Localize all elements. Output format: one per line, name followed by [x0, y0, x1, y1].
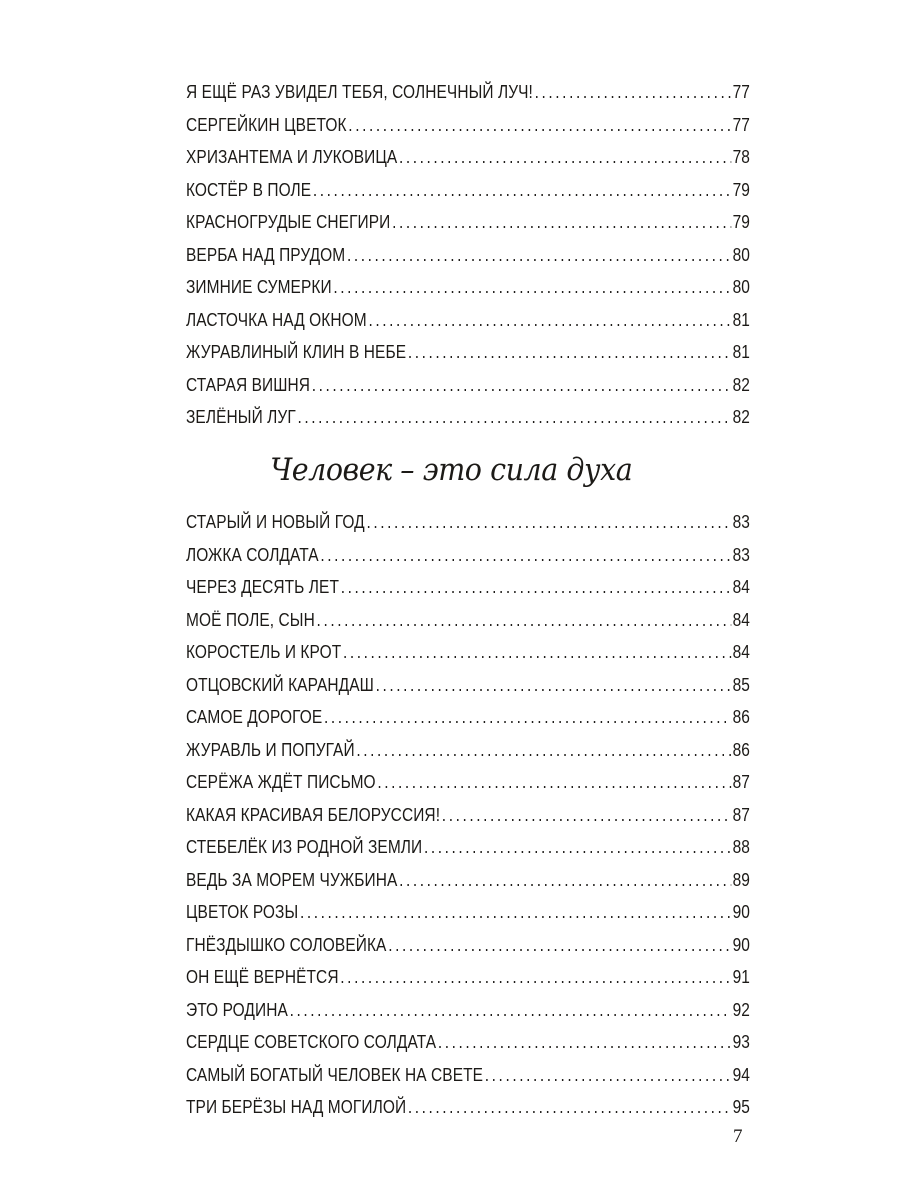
toc-entry — [186, 180, 750, 213]
toc-entry-page: 86 — [732, 739, 750, 760]
toc-entry-title: ЗЕЛЁНЫЙ ЛУГ — [186, 407, 296, 427]
toc-entry — [186, 245, 750, 278]
toc-entry-page: 84 — [732, 609, 750, 630]
toc-entry-title: ЦВЕТОК РОЗЫ — [186, 902, 299, 922]
toc-entry-page: 89 — [732, 869, 750, 890]
toc-entry-page: 78 — [732, 147, 750, 167]
toc-entry — [186, 375, 750, 408]
toc-entry — [186, 642, 750, 675]
toc-entry-title: СТЕБЕЛЁК ИЗ РОДНОЙ ЗЕМЛИ — [186, 837, 423, 857]
toc-entry-title: ГНЁЗДЫШКО СОЛОВЕЙКА — [186, 934, 387, 955]
toc-entry-page: 80 — [732, 244, 750, 265]
toc-entry-page: 81 — [732, 309, 750, 330]
toc-entry-title: СТАРЫЙ И НОВЫЙ ГОД — [186, 512, 365, 532]
dot-leader — [333, 277, 730, 298]
toc-entry-page: 92 — [732, 999, 750, 1020]
toc-entry-title: САМЫЙ БОГАТЫЙ ЧЕЛОВЕК НА СВЕТЕ — [186, 1064, 484, 1085]
dot-leader — [535, 82, 731, 103]
dot-leader — [341, 577, 731, 598]
toc-entry-page: 93 — [732, 1032, 750, 1052]
toc-entry-page: 83 — [732, 544, 750, 565]
dot-leader — [320, 545, 731, 566]
dot-leader — [424, 837, 731, 858]
toc-entry-page: 79 — [732, 179, 750, 200]
toc-entry-page: 88 — [732, 837, 750, 857]
dot-leader — [312, 375, 731, 396]
dot-leader — [377, 772, 730, 793]
toc-entry-page: 87 — [732, 804, 750, 825]
toc-entry-title: СЕРЁЖА ЖДЁТ ПИСЬМО — [186, 772, 376, 792]
toc-entry-page: 79 — [732, 212, 750, 232]
toc-entry-title: КОСТЁР В ПОЛЕ — [186, 179, 312, 200]
toc-entry-title: МОЁ ПОЛЕ, СЫН — [186, 609, 315, 630]
dot-leader — [347, 245, 731, 266]
toc-entry-title: ЛАСТОЧКА НАД ОКНОМ — [186, 309, 367, 330]
toc-entry-page: 77 — [732, 114, 750, 135]
toc-entry-title: СЕРДЦЕ СОВЕТСКОГО СОЛДАТА — [186, 1032, 437, 1052]
dot-leader — [290, 1000, 731, 1021]
toc-entry-page: 82 — [732, 374, 750, 395]
toc-entry — [186, 740, 750, 773]
dot-leader — [313, 180, 731, 201]
toc-entry-page: 85 — [732, 674, 750, 695]
toc-entry — [186, 837, 750, 870]
dot-leader — [442, 805, 731, 826]
dot-leader — [368, 310, 730, 331]
toc-entry — [186, 407, 750, 440]
toc-entry-page: 87 — [732, 772, 750, 792]
toc-entry-title: ХРИЗАНТЕМА И ЛУКОВИЦА — [186, 147, 398, 167]
dot-leader — [300, 902, 731, 923]
toc-entry — [186, 277, 750, 310]
toc-entry — [186, 935, 750, 968]
dot-leader — [340, 967, 731, 988]
toc-entry-page: 90 — [732, 934, 750, 955]
dot-leader — [324, 707, 731, 728]
toc-list-part2 — [186, 512, 750, 1130]
dot-leader — [376, 675, 731, 696]
toc-entry — [186, 310, 750, 343]
toc-entry-title: ЗИМНИЕ СУМЕРКИ — [186, 277, 332, 297]
toc-entry-page: 84 — [732, 577, 750, 597]
dot-leader — [392, 212, 731, 233]
toc-entry — [186, 577, 750, 610]
toc-entry — [186, 342, 750, 375]
toc-entry-title: ВЕРБА НАД ПРУДОМ — [186, 244, 346, 265]
toc-entry-page: 94 — [732, 1064, 750, 1085]
dot-leader — [399, 147, 731, 168]
toc-entry-title: ВЕДЬ ЗА МОРЕМ ЧУЖБИНА — [186, 869, 398, 890]
toc-entry — [186, 675, 750, 708]
toc-entry — [186, 707, 750, 740]
toc-entry-title: ТРИ БЕРЁЗЫ НАД МОГИЛОЙ — [186, 1097, 407, 1117]
dot-leader — [399, 870, 731, 891]
toc-entry — [186, 805, 750, 838]
toc-entry — [186, 147, 750, 180]
dot-leader — [343, 642, 731, 663]
toc-entry-page: 95 — [732, 1097, 750, 1117]
toc-entry — [186, 82, 750, 115]
toc-entry — [186, 1000, 750, 1033]
toc-entry-title: САМОЕ ДОРОГОЕ — [186, 707, 323, 727]
dot-leader — [348, 115, 731, 136]
toc-entry-title: КРАСНОГРУДЫЕ СНЕГИРИ — [186, 212, 391, 232]
toc-entry-title: Я ЕЩЁ РАЗ УВИДЕЛ ТЕБЯ, СОЛНЕЧНЫЙ ЛУЧ! — [186, 82, 533, 102]
dot-leader — [438, 1032, 731, 1053]
toc-entry — [186, 545, 750, 578]
toc-entry-title: ЖУРАВЛИНЫЙ КЛИН В НЕБЕ — [186, 342, 407, 362]
toc-entry — [186, 1097, 750, 1130]
page-number: 7 — [733, 1126, 743, 1147]
toc-entry-title: ЭТО РОДИНА — [186, 999, 288, 1020]
toc-entry — [186, 967, 750, 1000]
dot-leader — [388, 935, 731, 956]
toc-entry-title: ЖУРАВЛЬ И ПОПУГАЙ — [186, 739, 355, 760]
dot-leader — [408, 1097, 731, 1118]
toc-entry — [186, 772, 750, 805]
dot-leader — [356, 740, 730, 761]
dot-leader — [317, 610, 731, 631]
toc-entry — [186, 870, 750, 903]
dot-leader — [408, 342, 731, 363]
toc-entry-title: ОН ЕЩЁ ВЕРНЁТСЯ — [186, 967, 339, 987]
toc-entry-page: 90 — [732, 902, 750, 922]
toc-entry-page: 83 — [732, 512, 750, 532]
toc-entry-page: 91 — [732, 967, 750, 987]
toc-entry-page: 77 — [732, 82, 750, 102]
toc-entry — [186, 610, 750, 643]
toc-entry — [186, 1065, 750, 1098]
toc-entry-title: СТАРАЯ ВИШНЯ — [186, 374, 311, 395]
toc-entry-title: КОРОСТЕЛЬ И КРОТ — [186, 642, 342, 662]
toc-entry — [186, 1032, 750, 1065]
section-heading: Человек – это сила духа — [270, 452, 633, 488]
toc-entry — [186, 512, 750, 545]
toc-entry — [186, 212, 750, 245]
toc-entry-page: 82 — [732, 407, 750, 427]
toc-entry-page: 86 — [732, 707, 750, 727]
dot-leader — [366, 512, 730, 533]
toc-entry — [186, 902, 750, 935]
dot-leader — [298, 407, 731, 428]
toc-list-part1 — [186, 82, 750, 440]
toc-entry — [186, 115, 750, 148]
toc-entry-title: ЧЕРЕЗ ДЕСЯТЬ ЛЕТ — [186, 577, 340, 597]
toc-entry-page: 84 — [732, 642, 750, 662]
toc-entry-page: 81 — [732, 342, 750, 362]
dot-leader — [485, 1065, 731, 1086]
toc-entry-page: 80 — [732, 277, 750, 297]
toc-entry-title: ЛОЖКА СОЛДАТА — [186, 544, 319, 565]
toc-entry-title: КАКАЯ КРАСИВАЯ БЕЛОРУССИЯ! — [186, 804, 441, 825]
toc-entry-title: СЕРГЕЙКИН ЦВЕТОК — [186, 114, 347, 135]
toc-entry-title: ОТЦОВСКИЙ КАРАНДАШ — [186, 674, 374, 695]
